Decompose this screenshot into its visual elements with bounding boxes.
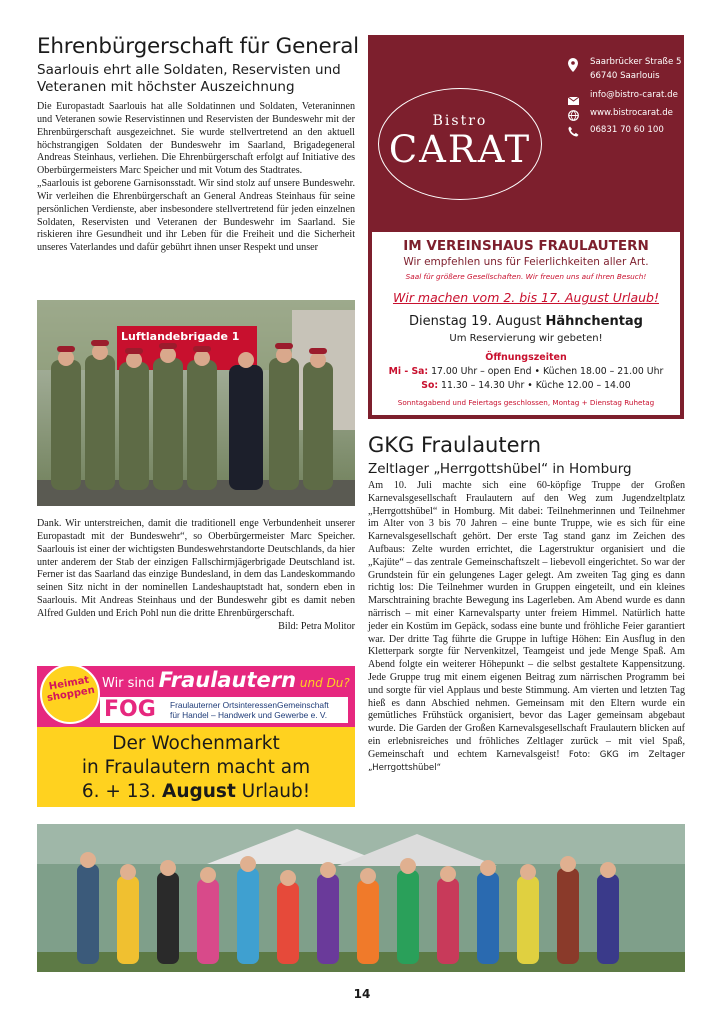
- photo-credit: Bild: Petra Molitor: [278, 620, 355, 632]
- heimat-shoppen-badge-text: Heimat shoppen: [46, 674, 96, 705]
- fog-description: Fraulauterner OrtsinteressenGemeinschaft für Handel – Handwerk und Gewerbe e. V.: [170, 700, 329, 720]
- bistro-closed: Sonntagabend und Feiertags geschlossen, Montag + Dienstag Ruhetag: [397, 398, 655, 407]
- phone-number[interactable]: 06831 70 60 100: [590, 125, 664, 135]
- gkg-body: Am 10. Juli machte sich eine 60-köpfige Truppe der Großen Karnevalsgesellschaft Fraulautern auf den Weg zum Jugendzeltplatz „Herrgottshübel“ in Homburg. Mit dabei: Teilnehmerinnen und Teilnehmer im Alter von 3 bis 70 Jahren – eine bunte Truppe, wie es sich für eine Karnevalsgesellschaft gehört. Der erste Tag stand ganz im Zeichen des Aufbaus: Zelte wurden errichtet, die Lagerstruktur organisiert und die „Kajüte“ – das zentrale Gemeinschaftszelt – liebevoll eingerichtet. So war der Grundstein für ein gelungenes Lager gelegt. Am zweiten Tag ging es dann richtig los: Die Teilnehmer wurden in Gruppen eingeteilt, und ein kleines Marschtraining brachte Bewegung ins Lagerleben. Am Abend wurde es dann närrisch – mit einer Karnevalsparty unter freiem Himmel. Natürlich hatte jeder ein Kostüm im Gepäck, sodass eine bunte und fröhliche Feier garantiert war. Der dritte Tag führte die Gruppe in luftige Höhen: Ein Ausflug in den Kletterpark sorgte für Nervenkitzel, Teamgeist und jede Menge Spaß. Am Abend folgte ein weiterer Höhepunkt – die selbst gestaltete Kappensitzung. Jede Gruppe trug mit einem eigenen Beitrag zum närrischen Programm bei und sorgte für viel Applaus und beste Stimmung. Am vierten und letzten Tag hieß es dann Abschied nehmen. Gemeinsam mit den Eltern wurde ein gemütliches Frühstück organisiert, bevor das Lager gemeinsam abgebaut wurde. Die Garden der Großen Karnevalsgesellschaft Fraulautern blicken auf ein erlebnisreiches und fröhliches Zeltlager zurück – mit viel Spaß, Gemeinschaft und echtem Karnevalsgeist! Foto: GKG im Zeltager „Herrgottshübel“: [368, 480, 685, 773]
- email[interactable]: info@bistro-carat.de: [590, 90, 678, 100]
- photo-banner-text: Luftlandebrigade 1: [121, 330, 240, 343]
- article-body-bottom: [37, 518, 355, 634]
- bistro-event: Dienstag 19. August Hähnchentag: [408, 314, 643, 329]
- bistro-line2: Saal für größere Gesellschaften. Wir freuen uns auf Ihren Besuch!: [405, 272, 647, 281]
- location-pin-icon: [567, 58, 581, 72]
- article-paragraph: „Saarlouis ist geborene Garnisonsstadt. Wir sind stolz auf unsere Bundeswehr. Wir verleihen die Ehrenbürgerschaft an General Andreas Steinhaus für seine persönlichen Verdienste, aber insbesondere stellvertretend für jeden einzelnen Soldaten, Reservisten und Veteranen der Bundeswehr im Saarland. Sie riskieren ihre Gesundheit und ihr Leben für die Freiheit und die Sicherheit unseres Vaterlandes und dafür gebührt ihnen unser Respekt und unser: [37, 178, 355, 254]
- gkg-title: GKG Fraulautern: [368, 433, 542, 457]
- bistro-reservation: Um Reservierung wir gebeten!: [449, 333, 603, 344]
- phone-icon: [568, 124, 579, 142]
- bistro-holiday: Wir machen vom 2. bis 17. August Urlaub!: [392, 290, 659, 305]
- gkg-subtitle: Zeltlager „Herrgottshübel“ in Homburg: [368, 461, 632, 477]
- gkg-credit: Foto: GKG im Zeltager „Herrgottshübel“: [368, 749, 685, 773]
- article-body-top: [37, 101, 355, 255]
- article-subtitle: Saarlouis ehrt alle Soldaten, Reservisten und Veteranen mit höchster Auszeichnung: [37, 62, 341, 95]
- article-paragraph: Dank. Wir unterstreichen, damit die traditionell enge Verbundenheit unserer Europastadt mit der Bundeswehr“, so Oberbürgermeister Marc Speicher. Saarlouis ist einer der wichtigsten Bundeswehrstandorte Deutschlands, da hier unter anderem der Stab der einzigen Fallschirmjägerbrigade Deutschland ist. Ferner ist das Saarland das einzige Bundesland, in dem das Landeskommando seinen Sitz nicht in der nominellen Landeshauptstadt hat, sondern eben in Saarlouis. Mit Andreas Steinhaus und der Bundeswehr gibt es damit neben Alfred Gulden und Erich Pohl nun die dritte Ehrenbürgerschaft. Bild: Petra Molitor: [37, 518, 355, 632]
- bistro-line1: Wir empfehlen uns für Feierlichkeiten aller Art.: [403, 256, 649, 268]
- camp-photo-illustration: [37, 824, 685, 972]
- page-number: 14: [353, 987, 371, 1001]
- bistro-logo-big: CARAT: [388, 128, 532, 171]
- address: Saarbrücker Straße 5 66740 Saarlouis: [590, 57, 682, 81]
- fog-logo: FOG: [104, 697, 156, 722]
- article-title: Ehrenbürgerschaft für General: [37, 34, 359, 59]
- article-paragraph: Die Europastadt Saarlouis hat alle Soldatinnen und Soldaten, Veteraninnen und Veteranen sowie Reservistinnen und Reservisten der Bundeswehr mit der Ehrenbürgerschaft ausgezeichnet. Sie wurde stellvertretend an den aktuell höchstrangigen Soldaten der Bundeswehr im Saarland, Brigadegeneral Andreas Steinhaus, verliehen. Die Ehrenbürgerschaft erfolgt auf Initiative des Oberbürgermeisters Marc Speicher und mit Votum des Stadtrates.: [37, 101, 355, 177]
- hours-weekday: Mi - Sa: 17.00 Uhr – open End • Küchen 18.00 – 21.00 Uhr: [388, 366, 664, 377]
- heimat-ad-slogan: Wir sind Fraulautern und Du?: [102, 668, 350, 692]
- hours-title: Öffnungszeiten: [485, 352, 567, 363]
- market-notice: Der Wochenmarkt in Fraulautern macht am 6. + 13. August Urlaub!: [81, 733, 311, 802]
- hours-sunday: So: 11.30 – 14.30 Uhr • Küche 12.00 – 14.00: [421, 380, 631, 391]
- bistro-logo-small: Bistro: [432, 113, 488, 129]
- website[interactable]: www.bistrocarat.de: [590, 108, 673, 118]
- camp-group-photo: [37, 824, 685, 972]
- soldiers-photo: [37, 300, 355, 506]
- bistro-headline: IM VEREINSHAUS FRAULAUTERN: [403, 238, 649, 254]
